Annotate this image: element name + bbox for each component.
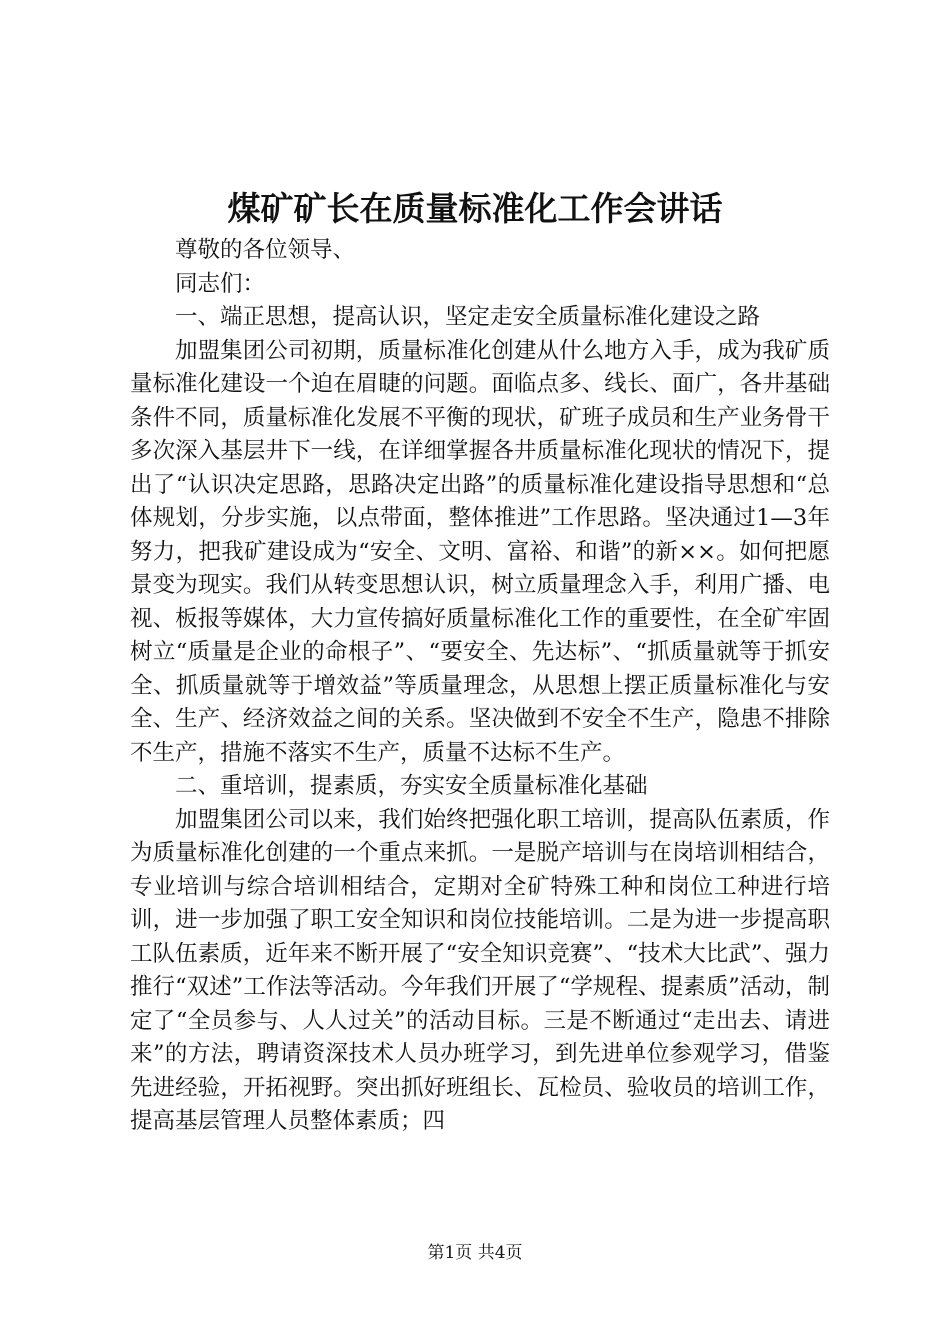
- salutation-line-1: 尊敬的各位领导、: [175, 237, 356, 263]
- body-paragraph-1: 加盟集团公司初期，质量标准化创建从什么地方入手，成为我矿质量标准化建设一个迫在眉睫的问题。面临点多、线长、面广，各井基础条件不同，质量标准化发展不平衡的现状，矿班子成员和生产业务骨干多次深入基层井下一线，在详细掌握各井质量标准化现状的情况下，提出了“认识决定思路，思路决定出路”的质量标准化建设指导思想和“总体规划，分步实施，以点带面，整体推进”工作思路。坚决通过1—3年努力，把我矿建设成为“安全、文明、富裕、和谐”的新××。如何把愿景变为现实。我们从转变思想认识，树立质量理念入手，利用广播、电视、板报等媒体，大力宣传搞好质量标准化工作的重要性，在全矿牢固树立“质量是企业的命根子”、“要安全、先达标”、“抓质量就等于抓安全、抓质量就等于增效益”等质量理念，从思想上摆正质量标准化与安全、生产、经济效益之间的关系。坚决做到不安全不生产，隐患不排除不生产，措施不落实不生产，质量不达标不生产。: [130, 337, 830, 766]
- section-heading-2: 二、重培训，提素质，夯实安全质量标准化基础: [175, 773, 648, 799]
- document-body: [130, 234, 830, 1139]
- document-title: 煤矿矿长在质量标准化工作会讲话: [227, 189, 723, 228]
- salutation-line-2: 同志们：: [175, 270, 266, 297]
- body-paragraph-2: 加盟集团公司以来，我们始终把强化职工培训，提高队伍素质，作为质量标准化创建的一个重点来抓。一是脱产培训与在岗培训相结合，专业培训与综合培训相结合，定期对全矿特殊工种和岗位工种进行培训，进一步加强了职工安全知识和岗位技能培训。二是为进一步提高职工队伍素质，近年来不断开展了“安全知识竞赛”、“技术大比武”、强力推行“双述”工作法等活动。今年我们开展了“学规程、提素质”活动，制定了“全员参与、人人过关”的活动目标。三是不断通过“走出去、请进来”的方法，聘请资深技术人员办班学习，到先进单位参观学习，借鉴先进经验，开拓视野。突出抓好班组长、瓦检员、验收员的培训工作，提高基层管理人员整体素质；四: [130, 806, 830, 1134]
- page-number-footer: 第1页 共4页: [427, 1243, 523, 1263]
- section-heading-1: 一、端正思想，提高认识，坚定走安全质量标准化建设之路: [175, 304, 761, 330]
